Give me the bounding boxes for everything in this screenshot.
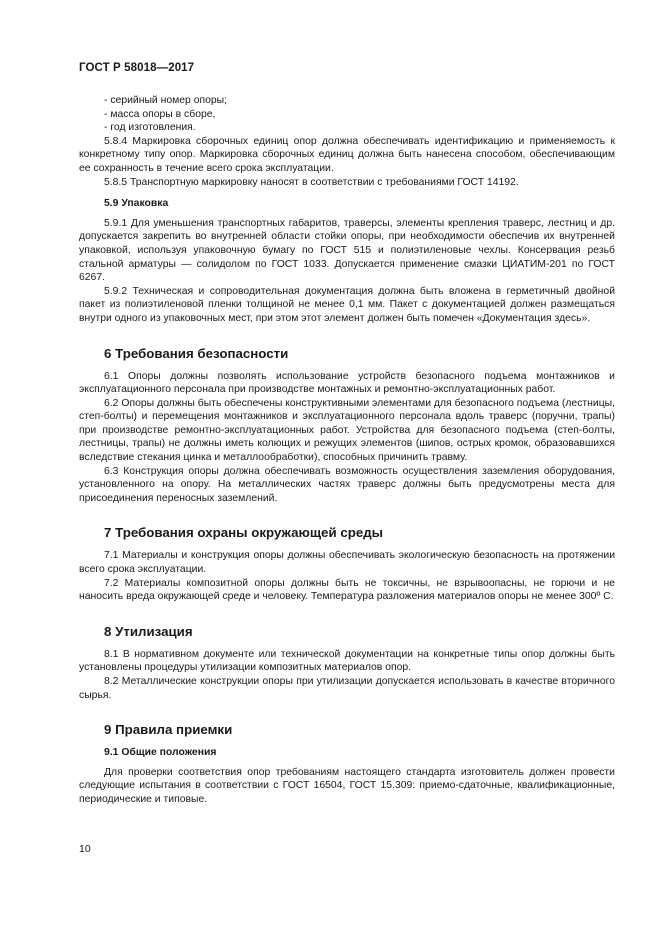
list-item: - серийный номер опоры;	[104, 95, 228, 106]
paragraph-5-9-1: 5.9.1 Для уменьшения транспортных габаритов, траверсы, элементы крепления траверс, лестниц и др. допускается закрепить во внутренней области стойки опоры, при необходимости обеспечив их внутренней упаковкой, используя упаковочную бумагу по ГОСТ 515 и полиэтиленовые чехлы. Консервация резьб стальной арматуры — солидолом по ГОСТ 1033. Допускается применение смазки ЦИАТИМ-201 по ГОСТ 6267.	[79, 217, 615, 284]
paragraph-6-1: 6.1 Опоры должны позволять использование устройств безопасного подъема монтажников и эксплуатационного персонала при производстве монтажных и ремонтно-эксплуатационных работ.	[79, 370, 615, 396]
paragraph-7-1: 7.1 Материалы и конструкция опоры должны обеспечивать экологическую безопасность на протяжении всего срока эксплуатации.	[79, 550, 615, 576]
paragraph-5-8-4: 5.8.4 Маркировка сборочных единиц опор должна обеспечивать идентификацию и применяемость к конкретному типу опор. Маркировка сборочных единиц должна быть нанесена способом, обеспечивающим ее сохранность в течение всего срока эксплуатации.	[79, 135, 615, 174]
document-body	[79, 94, 615, 807]
paragraph-6-2: 6.2 Опоры должны быть обеспечены конструктивными элементами для безопасного подъема (лестницы, степ-болты) и перемещения монтажников и эксплуатационного персонала вдоль траверс (поручни, трапы) при производстве ремонтно-эксплуатационных работ. Устройства для безопасного подъема (степ-болты, лестницы, трапы) не должны иметь колющих и режущих элементов (шипов, острых кромок, образовавшихся вследствие стекания цинка и металлообработки), способных причинить травму.	[79, 397, 615, 464]
document-header: ГОСТ Р 58018—2017	[79, 62, 195, 74]
subsection-heading-5-9: 5.9 Упаковка	[104, 198, 169, 210]
section-heading-7: 7 Требования охраны окружающей среды	[104, 525, 384, 541]
section-heading-6: 6 Требования безопасности	[104, 345, 289, 361]
page-number: 10	[79, 843, 91, 855]
paragraph-5-8-5: 5.8.5 Транспортную маркировку наносят в соответствии с требованиями ГОСТ 14192.	[104, 176, 519, 188]
paragraph-6-3: 6.3 Конструкция опоры должна обеспечивать возможность осуществления заземления оборудования, установленного на опору. На металлических частях траверс должны быть предусмотрены места для присоединения переносных заземлений.	[79, 465, 615, 504]
paragraph-8-1: 8.1 В нормативном документе или технической документации на конкретные типы опор должны быть установлены процедуры утилизации композитных материалов опор.	[79, 648, 615, 674]
paragraph-8-2: 8.2 Металлические конструкции опоры при утилизации допускается использовать в качестве вторичного сырья.	[79, 676, 615, 701]
subsection-heading-9-1: 9.1 Общие положения	[104, 747, 217, 759]
paragraph-9-1: Для проверки соответствия опор требованиям настоящего стандарта изготовитель должен провести следующие испытания в соответствии с ГОСТ 16504, ГОСТ 15.309: приемо-сдаточные, квалификационные, периодические и типовые.	[79, 766, 615, 805]
section-heading-8: 8 Утилизация	[104, 623, 193, 639]
paragraph-7-2: 7.2 Материалы композитной опоры должны быть не токсичны, не взрывоопасны, не горючи и не наносить вреда окружающей среде и человеку. Температура разложения материалов опоры не менее 300º С.	[79, 577, 615, 603]
list-item: - масса опоры в сборе,	[104, 108, 216, 120]
paragraph-5-9-2: 5.9.2 Техническая и сопроводительная документация должна быть вложена в герметичный двойной пакет из полиэтиленовой пленки толщиной не менее 0,1 мм. Пакет с документацией должен размещаться внутри одного из упаковочных мест, при этом этот элемент должен быть помечен «Документация здесь».	[79, 285, 615, 324]
list-item: - год изготовления.	[104, 122, 196, 134]
section-heading-9: 9 Правила приемки	[104, 722, 233, 738]
